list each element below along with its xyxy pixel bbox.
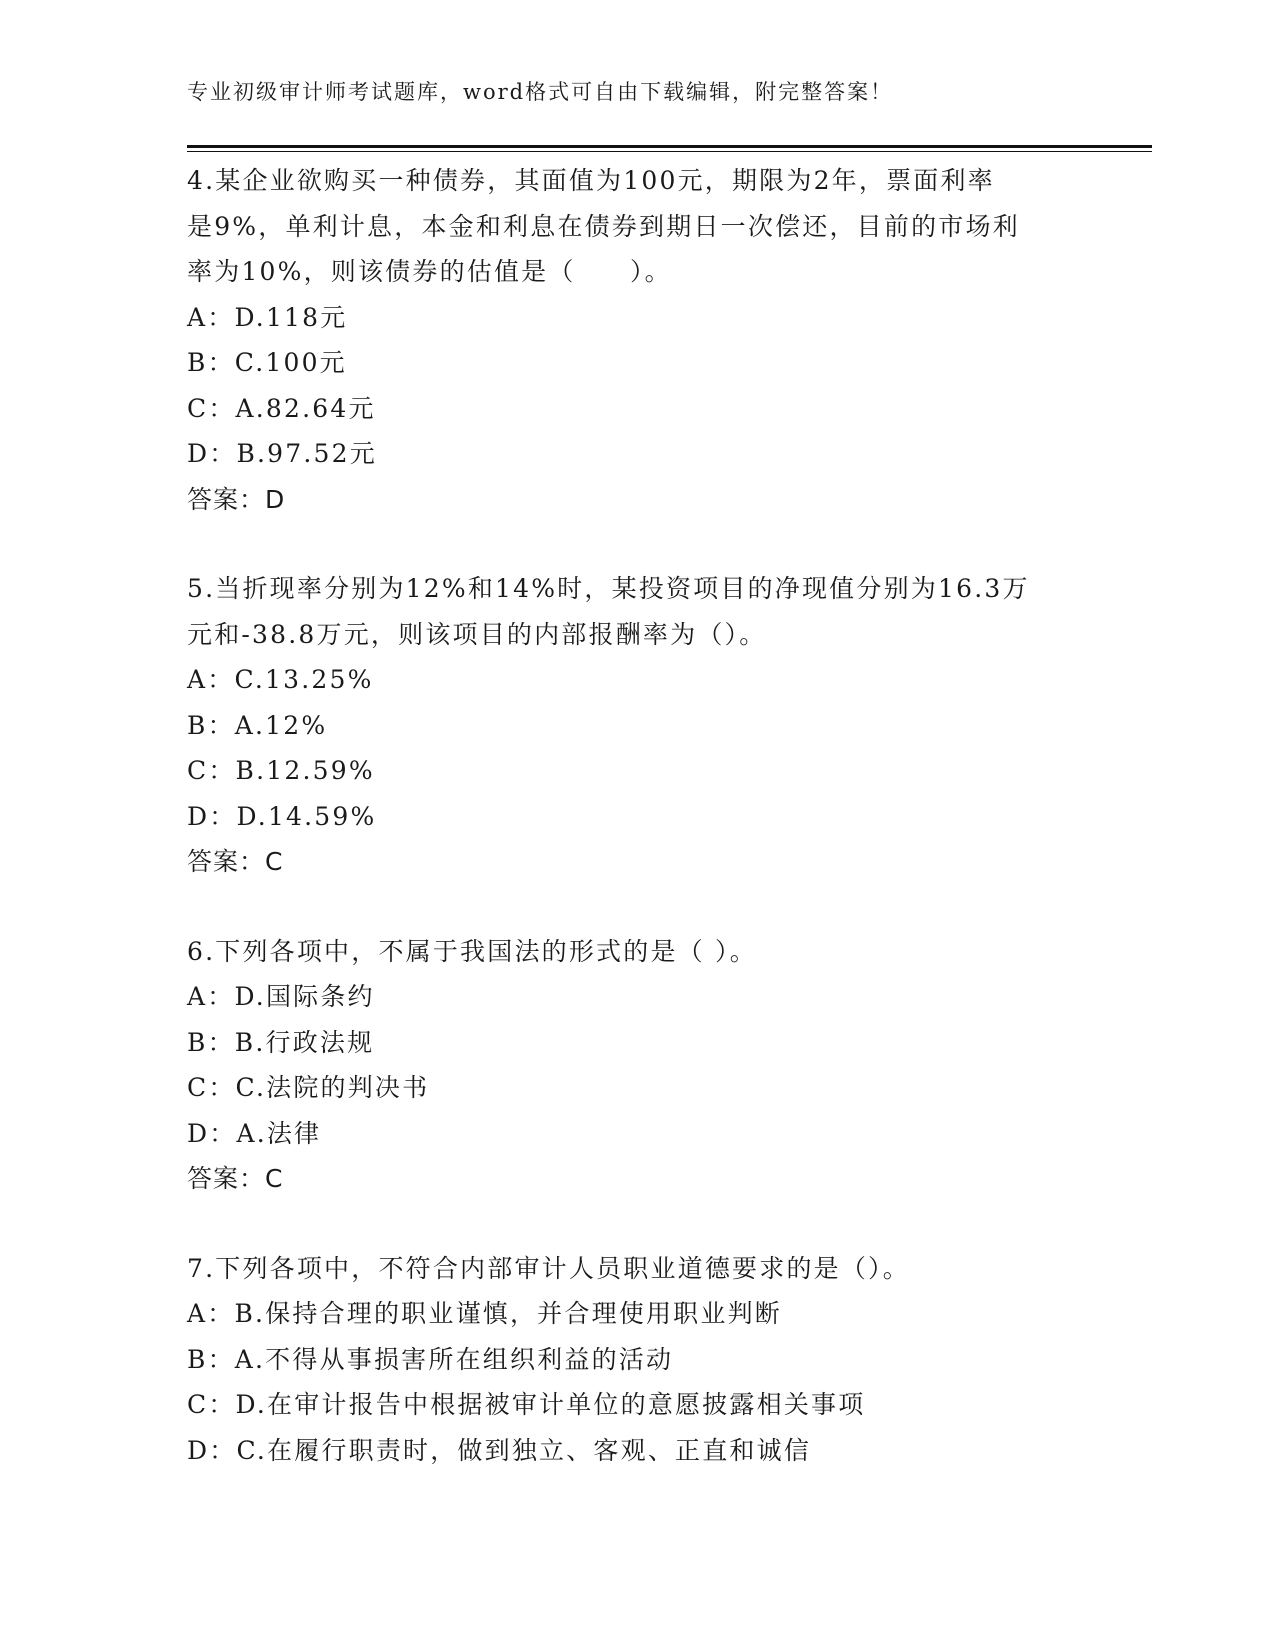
question-text-line: 元和-38.8万元，则该项目的内部报酬率为（）。 <box>187 619 767 649</box>
header-rule-thick <box>187 145 1152 148</box>
question-7 <box>187 1246 1087 1474</box>
question-6 <box>187 929 1087 1202</box>
question-text-line: 6.下列各项中，不属于我国法的形式的是（ ）。 <box>187 936 757 966</box>
option-c: C：A.82.64元 <box>187 393 376 423</box>
question-5 <box>187 566 1087 885</box>
header-rule-thin <box>187 151 1152 152</box>
option-c: C：D.在审计报告中根据被审计单位的意愿披露相关事项 <box>187 1390 866 1419</box>
option-b: B：C.100元 <box>187 348 347 377</box>
option-d: D：B.97.52元 <box>187 439 377 468</box>
option-c: C：B.12.59% <box>187 756 375 785</box>
option-a: A：D.118元 <box>187 302 348 332</box>
answer-line: 答案：C <box>187 1164 284 1193</box>
option-c: C：C.法院的判决书 <box>187 1073 430 1102</box>
question-4 <box>187 158 1087 522</box>
option-a: A：B.保持合理的职业谨慎，并合理使用职业判断 <box>187 1299 782 1328</box>
question-text-line: 4.某企业欲购买一种债券，其面值为100元，期限为2年，票面利率 <box>187 166 995 195</box>
page-header: 专业初级审计师考试题库，word格式可自由下载编辑，附完整答案！ <box>187 80 894 104</box>
option-d: D：D.14.59% <box>187 801 377 831</box>
question-text-line: 是9%，单利计息，本金和利息在债券到期日一次偿还，目前的市场利 <box>187 211 1020 241</box>
answer-line: 答案：C <box>187 847 284 876</box>
option-d: D：C.在履行职责时，做到独立、客观、正直和诚信 <box>187 1435 812 1465</box>
question-list <box>187 158 1087 1517</box>
question-text-line: 率为10%，则该债券的估值是（ ）。 <box>187 257 672 286</box>
option-a: A：C.13.25% <box>187 665 374 694</box>
answer-line: 答案：D <box>187 484 286 514</box>
option-a: A：D.国际条约 <box>187 982 375 1011</box>
option-b: B：A.12% <box>187 710 328 740</box>
option-d: D：A.法律 <box>187 1118 322 1148</box>
option-b: B：A.不得从事损害所在组织利益的活动 <box>187 1344 674 1374</box>
question-text-line: 7.下列各项中，不符合内部审计人员职业道德要求的是（）。 <box>187 1253 910 1283</box>
option-b: B：B.行政法规 <box>187 1027 375 1057</box>
question-text-line: 5.当折现率分别为12%和14%时，某投资项目的净现值分别为16.3万 <box>187 574 1030 603</box>
